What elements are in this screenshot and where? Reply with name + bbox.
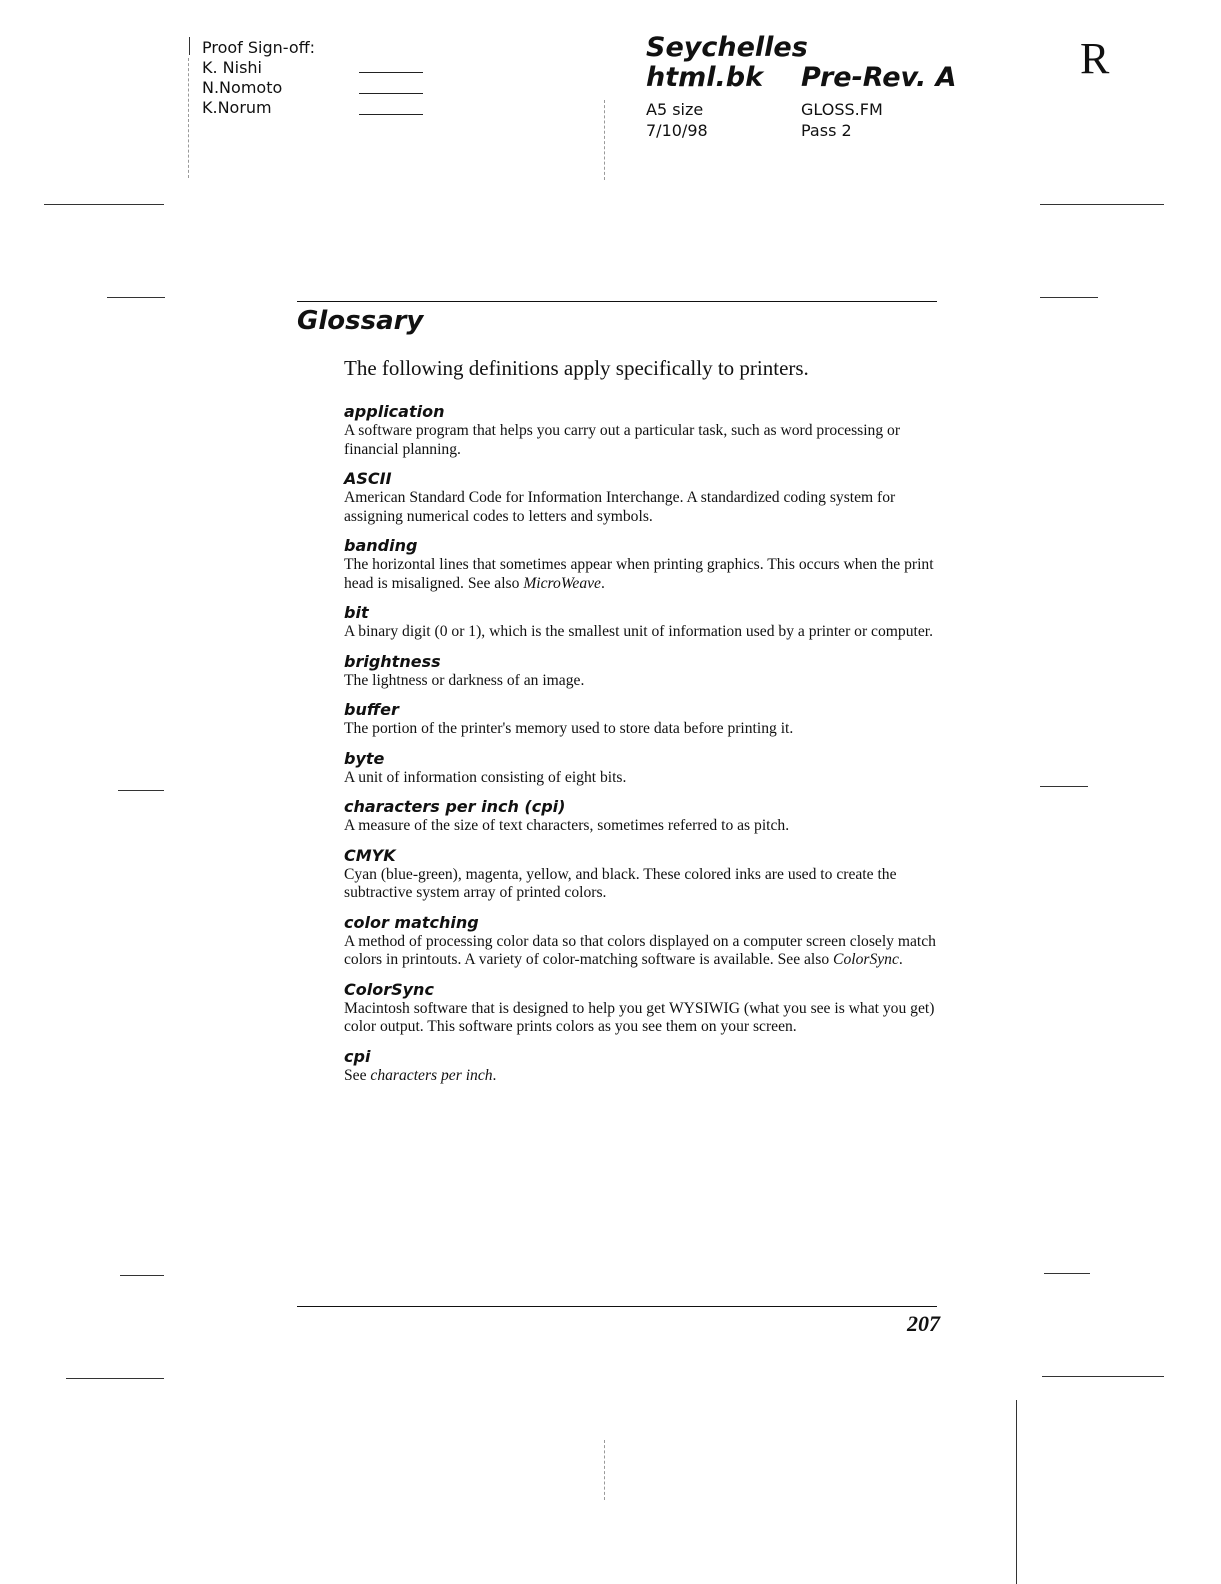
- see-also-reference: MicroWeave: [523, 574, 601, 592]
- crop-mark: [118, 790, 164, 791]
- glossary-entry: [344, 749, 944, 788]
- corner-mark: R: [1080, 34, 1110, 83]
- signature-line: [359, 72, 423, 73]
- margin-mark: [1016, 1400, 1017, 1584]
- crop-mark: [1040, 204, 1164, 205]
- definition-suffix: .: [492, 1066, 497, 1084]
- page-size: A5 size: [646, 100, 704, 119]
- date: 7/10/98: [646, 121, 708, 140]
- glossary-entry: [344, 603, 944, 642]
- signer-name: K. Nishi: [202, 58, 262, 77]
- glossary-term: characters per inch (cpi): [344, 797, 566, 816]
- book-title: Seychelles: [646, 32, 808, 63]
- definition-text: A method of processing color data so that colors displayed on a computer screen closely match colors in printouts. A variety of color-matching software is available. See also: [344, 932, 936, 968]
- glossary-term: color matching: [344, 912, 479, 932]
- crop-mark: [66, 1378, 164, 1379]
- book-file: html.bk: [646, 62, 764, 93]
- glossary-term: application: [344, 402, 445, 421]
- glossary-term: bit: [344, 603, 369, 622]
- glossary-entry: [344, 1047, 944, 1086]
- see-also-reference: ColorSync: [833, 951, 899, 968]
- crop-mark: [1044, 1273, 1090, 1274]
- glossary-entry: [344, 536, 944, 593]
- glossary-entries: [344, 402, 944, 1095]
- intro-text: The following definitions apply specifically to printers.: [344, 356, 809, 380]
- page-title: Glossary: [297, 306, 424, 336]
- signer-name: K.Norum: [202, 98, 272, 117]
- definition-text: See: [344, 1066, 367, 1084]
- glossary-definition: [344, 556, 944, 593]
- glossary-definition: The portion of the printer's memory used to store data before printing it.: [344, 720, 794, 737]
- pass-label: Pass 2: [801, 121, 852, 140]
- signature-line: [359, 93, 423, 94]
- glossary-entry: [344, 469, 944, 526]
- definition-text: The horizontal lines that sometimes appear when printing graphics. This occurs when the print head is misaligned. See also: [344, 556, 934, 592]
- glossary-term: CMYK: [344, 845, 396, 865]
- definition-suffix: .: [898, 951, 903, 968]
- glossary-entry: [344, 913, 944, 970]
- crop-mark: [1040, 297, 1098, 298]
- proof-label: Proof Sign-off:: [202, 38, 316, 57]
- crop-mark: [44, 204, 164, 205]
- glossary-definition: American Standard Code for Information Interchange. A standardized coding system for assigning numerical codes to letters and symbols.: [344, 489, 896, 525]
- glossary-definition: A unit of information consisting of eight bits.: [344, 768, 627, 786]
- top-rule: [297, 301, 937, 302]
- glossary-term: byte: [344, 748, 385, 768]
- glossary-definition: A measure of the size of text characters, sometimes referred to as pitch.: [344, 817, 790, 834]
- margin-dots: [604, 100, 605, 180]
- crop-mark: [120, 1275, 164, 1276]
- signature-line: [359, 114, 423, 115]
- glossary-definition: A software program that helps you carry out a particular task, such as word processing or financial planning.: [344, 422, 901, 458]
- definition-suffix: .: [600, 574, 605, 592]
- signer-name: N.Nomoto: [202, 78, 283, 97]
- glossary-term: buffer: [344, 700, 399, 719]
- page-number: 207: [907, 1311, 940, 1336]
- glossary-term: ColorSync: [344, 979, 434, 999]
- margin-dots: [188, 58, 189, 178]
- glossary-definition: [344, 1067, 944, 1086]
- glossary-entry: [344, 980, 944, 1037]
- glossary-term: cpi: [344, 1046, 371, 1066]
- glossary-entry: [344, 797, 944, 836]
- revision-label: Pre-Rev. A: [801, 62, 957, 93]
- glossary-term: ASCII: [344, 469, 392, 488]
- glossary-definition: Cyan (blue-green), magenta, yellow, and black. These colored inks are used to create the subtractive system array of printed colors.: [344, 865, 897, 901]
- glossary-entry: [344, 700, 944, 739]
- proof-signoff: [202, 38, 315, 118]
- margin-mark: [189, 37, 190, 55]
- glossary-entry: [344, 846, 944, 903]
- glossary-entry: [344, 402, 944, 459]
- crop-mark: [1040, 786, 1088, 787]
- crop-mark: [107, 297, 165, 298]
- glossary-definition: Macintosh software that is designed to help you get WYSIWIG (what you see is what you get) color output. This software prints colors as you see them on your screen.: [344, 999, 935, 1035]
- file-name: GLOSS.FM: [801, 100, 883, 119]
- crop-mark: [1042, 1376, 1164, 1377]
- glossary-term: brightness: [344, 651, 441, 671]
- margin-dots: [604, 1440, 605, 1500]
- glossary-entry: [344, 652, 944, 691]
- glossary-definition: [344, 933, 944, 970]
- glossary-definition: A binary digit (0 or 1), which is the smallest unit of information used by a printer or computer.: [344, 623, 933, 640]
- see-also-reference: characters per inch: [370, 1066, 493, 1084]
- bottom-rule: [297, 1306, 937, 1307]
- glossary-definition: The lightness or darkness of an image.: [344, 671, 585, 689]
- glossary-term: banding: [344, 536, 418, 555]
